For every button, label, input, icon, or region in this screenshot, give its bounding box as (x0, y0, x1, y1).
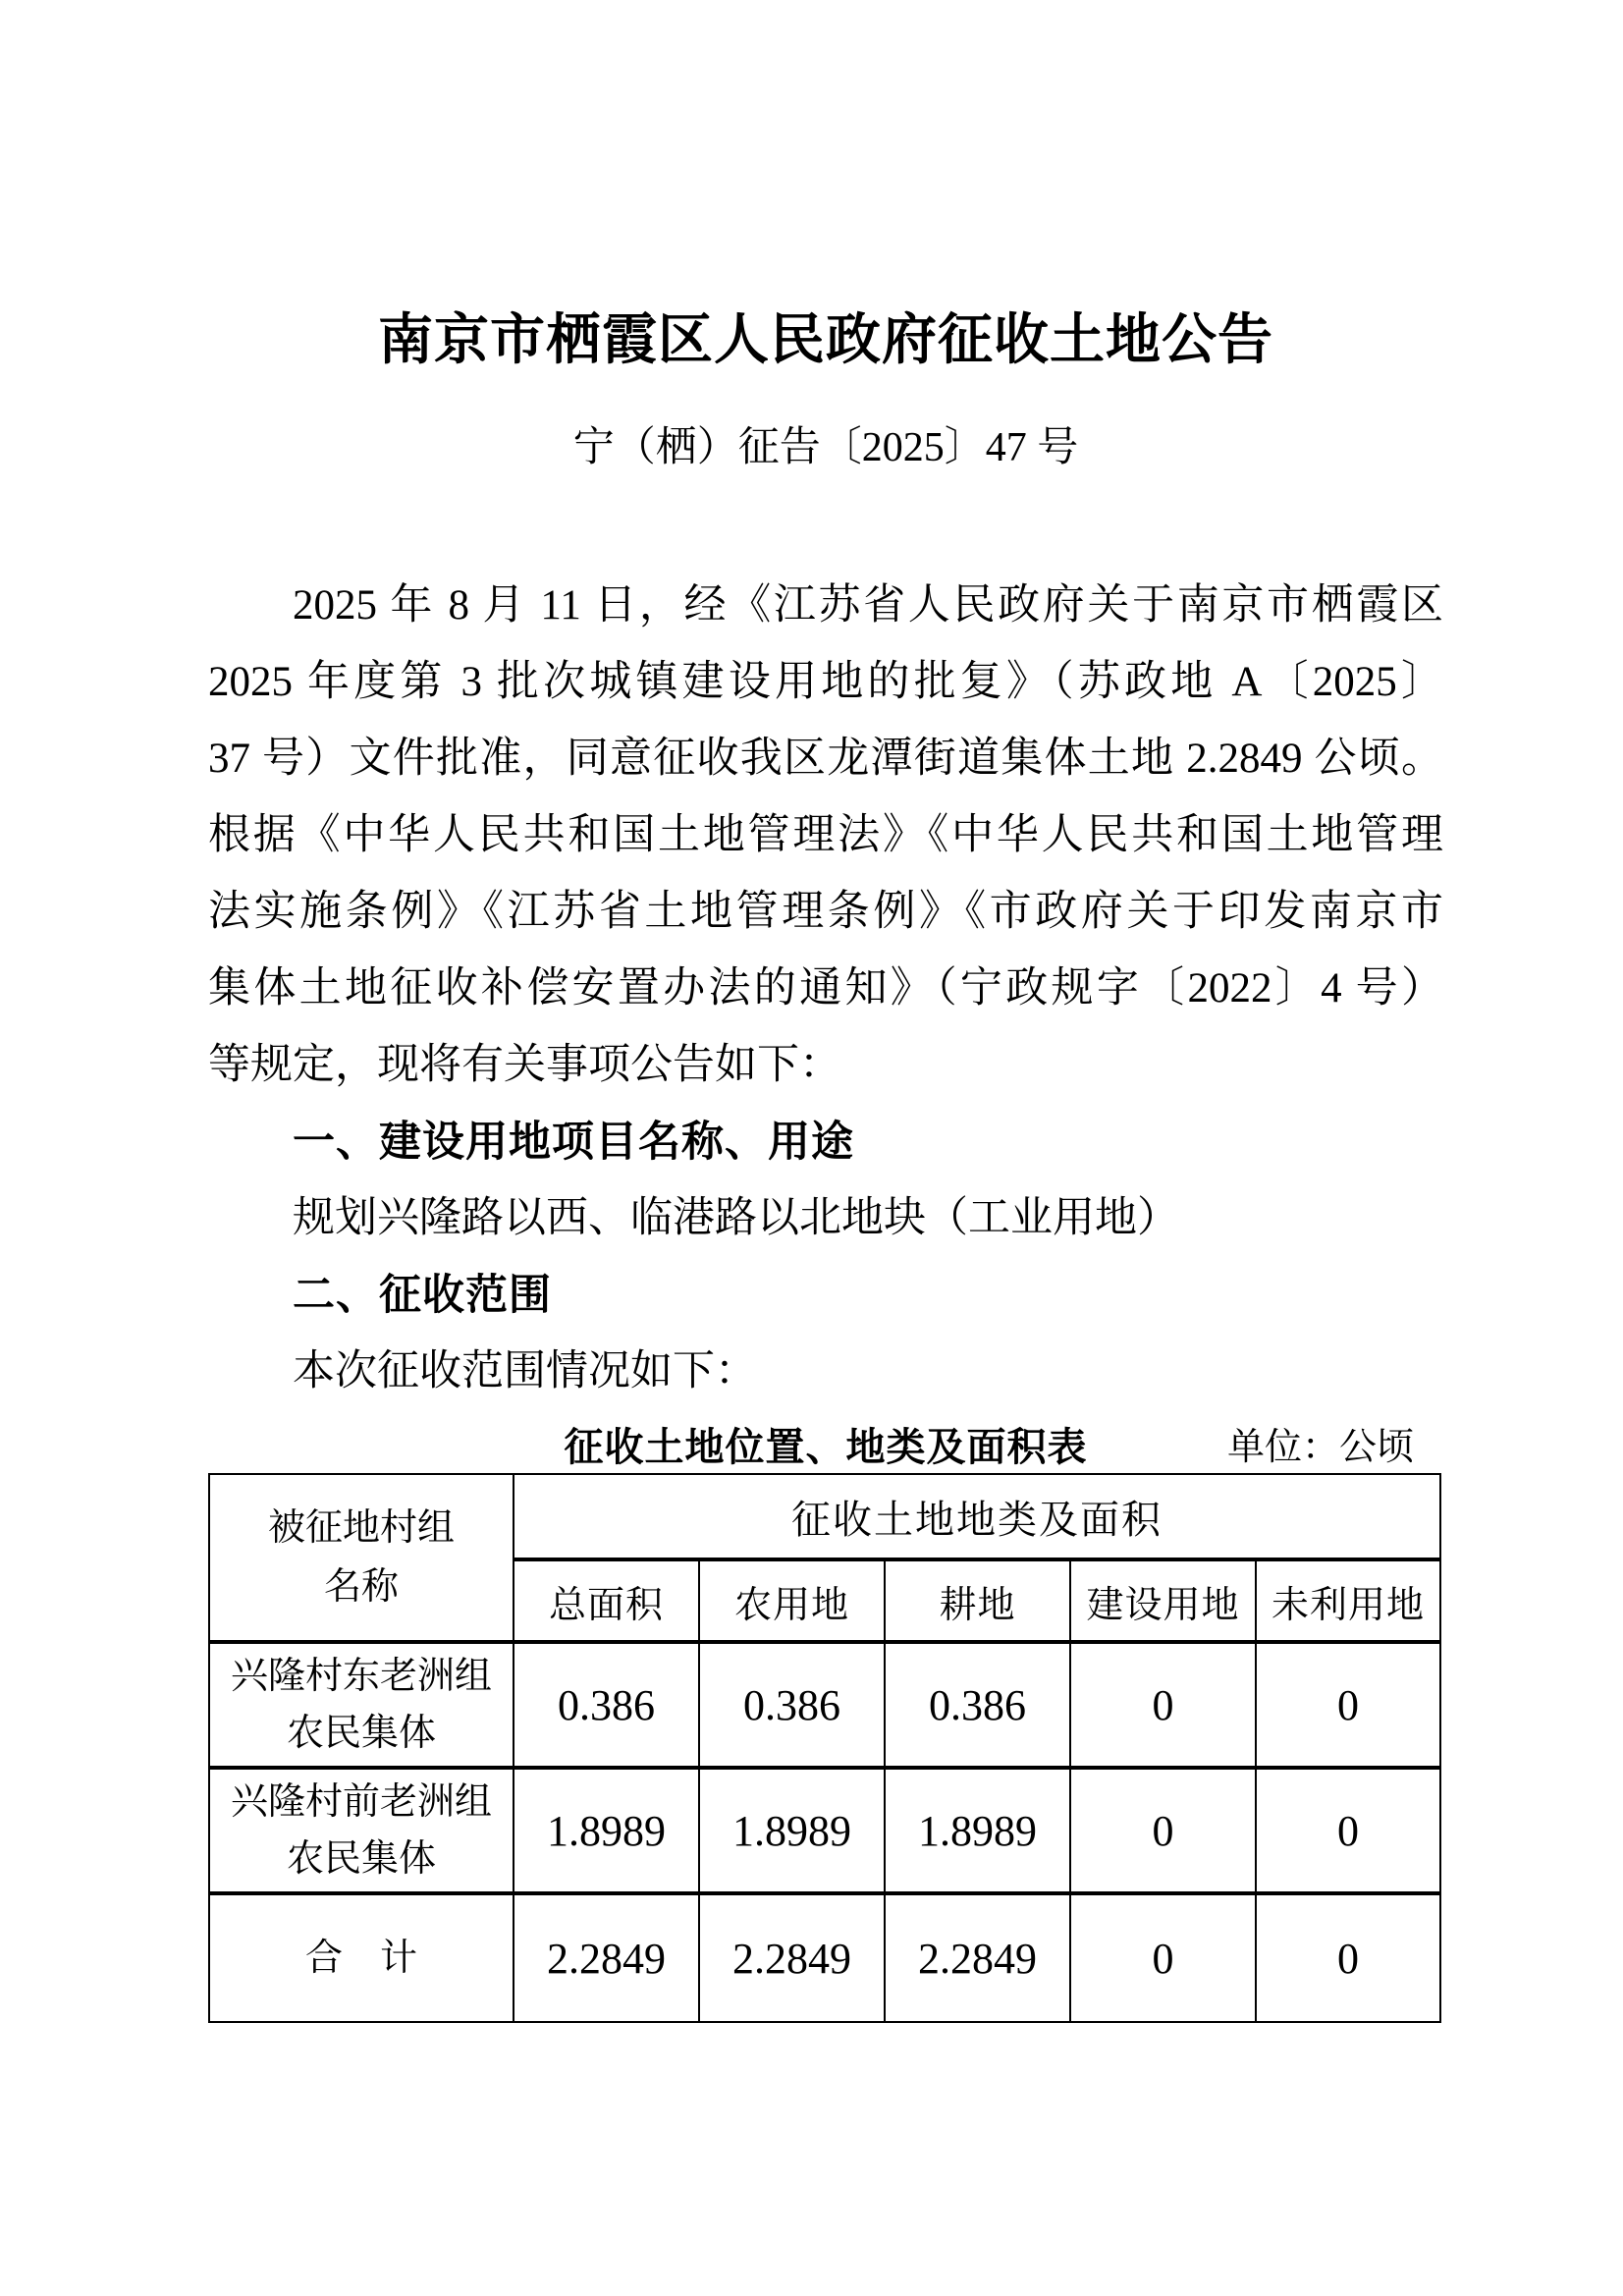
paragraph-line: 等规定，现将有关事项公告如下： (208, 1042, 841, 1088)
paragraph-line: 2025 年度第 3 批次城镇建设用地的批复》（苏政地 A〔2025〕 (208, 659, 1443, 705)
cell-total-label: 合 计 (209, 1893, 514, 2022)
paragraph-line: 37 号）文件批准，同意征收我区龙潭街道集体土地 2.2849 公顷。 (208, 736, 1443, 782)
paragraph-line: 2025 年 8 月 11 日，经《江苏省人民政府关于南京市栖霞区 (293, 582, 1443, 629)
village-name-line2: 农民集体 (286, 1713, 436, 1754)
cell-unused-land: 0 (1256, 1642, 1440, 1768)
cell-arable-land: 0.386 (885, 1642, 1070, 1768)
paragraph-line: 法实施条例》《江苏省土地管理条例》《市政府关于印发南京市 (208, 889, 1443, 935)
header-village-group-line2: 名称 (323, 1566, 399, 1608)
header-arable-land: 耕地 (885, 1559, 1070, 1642)
cell-agricultural-land: 0.386 (699, 1642, 885, 1768)
village-name-line1: 兴隆村东老洲组 (230, 1656, 492, 1697)
header-construction-land: 建设用地 (1070, 1559, 1256, 1642)
section-heading-1: 一、建设用地项目名称、用途 (293, 1119, 854, 1166)
header-village-group (209, 1474, 514, 1642)
table-total-row (209, 1893, 1440, 2022)
village-name-line2: 农民集体 (286, 1838, 436, 1880)
table-row (209, 1768, 1440, 1893)
cell-arable-land: 2.2849 (885, 1893, 1070, 2022)
header-unused-land: 未利用地 (1256, 1559, 1440, 1642)
paragraph-line: 根据《中华人民共和国土地管理法》《中华人民共和国土地管理 (208, 812, 1443, 858)
header-total-area: 总面积 (514, 1559, 699, 1642)
cell-construction-land: 0 (1070, 1768, 1256, 1893)
cell-unused-land: 0 (1256, 1768, 1440, 1893)
header-village-group-line1: 被征地村组 (267, 1507, 455, 1549)
cell-total-area: 1.8989 (514, 1768, 699, 1893)
cell-construction-land: 0 (1070, 1893, 1256, 2022)
page-title: 南京市栖霞区人民政府征收土地公告 (378, 310, 1273, 371)
land-acquisition-table (208, 1473, 1441, 2023)
cell-total-area: 0.386 (514, 1642, 699, 1768)
doc-number: 宁（栖）征告〔2025〕47 号 (572, 425, 1079, 470)
paragraph-line: 集体土地征收补偿安置办法的通知》（宁政规字〔2022〕4 号） (208, 965, 1443, 1011)
cell-arable-land: 1.8989 (885, 1768, 1070, 1893)
cell-village-name (209, 1642, 514, 1768)
cell-agricultural-land: 1.8989 (699, 1768, 885, 1893)
cell-total-area: 2.2849 (514, 1893, 699, 2022)
table-header-row-1 (209, 1474, 1440, 1559)
cell-agricultural-land: 2.2849 (699, 1893, 885, 2022)
table-row (209, 1642, 1440, 1768)
table-title: 征收土地位置、地类及面积表 (564, 1426, 1088, 1469)
header-agricultural-land: 农用地 (699, 1559, 885, 1642)
village-name-line1: 兴隆村前老洲组 (230, 1781, 492, 1823)
header-landtype-span: 征收土地地类及面积 (514, 1474, 1440, 1559)
section-item-1: 规划兴隆路以西、临港路以北地块（工业用地） (293, 1195, 1179, 1241)
section-item-2: 本次征收范围情况如下： (293, 1348, 757, 1394)
cell-unused-land: 0 (1256, 1893, 1440, 2022)
table-caption-row (208, 1424, 1443, 1471)
cell-village-name (209, 1768, 514, 1893)
cell-construction-land: 0 (1070, 1642, 1256, 1768)
body-text (208, 568, 1443, 1410)
section-heading-2: 二、征收范围 (293, 1272, 552, 1319)
table-unit-label: 单位：公顷 (1226, 1427, 1414, 1468)
